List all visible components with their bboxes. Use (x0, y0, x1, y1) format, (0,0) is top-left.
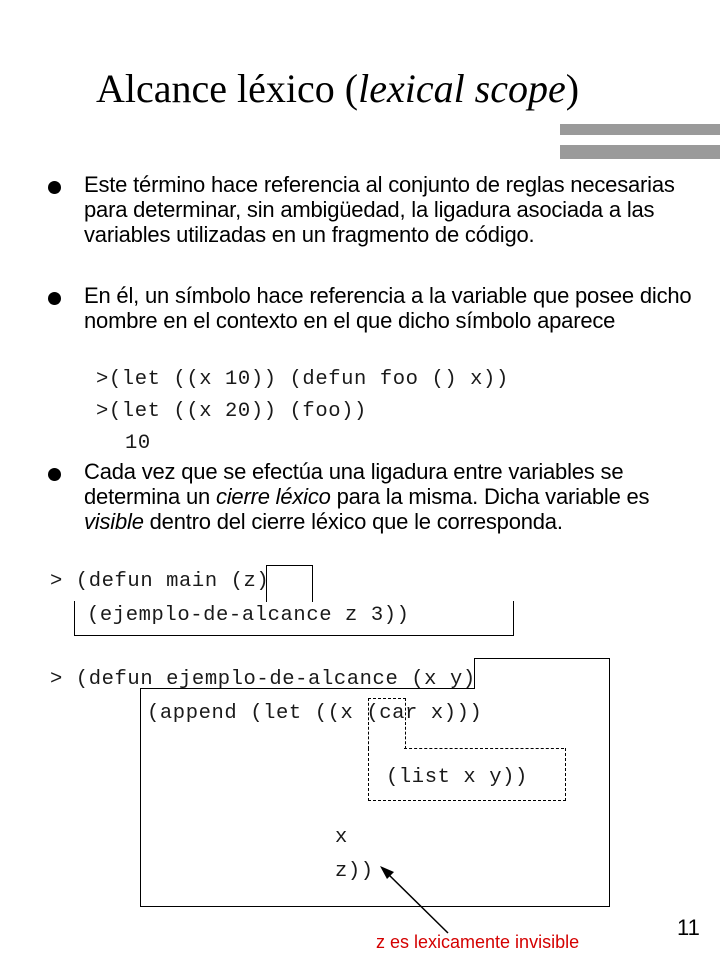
code-line: x (335, 826, 348, 849)
code-line: (ejemplo-de-alcance z 3)) (87, 604, 410, 627)
text-run: Cada vez que se efectúa una ligadura entre variables se determina un (84, 459, 624, 509)
code-line: >(let ((x 10)) (defun foo () x)) (96, 368, 509, 391)
code-line: >(let ((x 20)) (foo)) (96, 400, 367, 423)
code-line: > (defun main (z) (50, 570, 270, 593)
code-line: (append (let ((x (car x))) (147, 702, 483, 725)
code-line: > (defun ejemplo-de-alcance (x y) (50, 668, 476, 691)
page-number: 11 (677, 915, 700, 940)
code-line: (list x y)) (386, 766, 528, 789)
text-run: dentro del cierre léxico que le corresponda. (143, 509, 563, 534)
code-output: 10 (125, 432, 151, 455)
text-run: para la misma. Dicha variable es (330, 484, 650, 509)
code-line: z)) (335, 860, 374, 883)
annotation-text: z es lexicamente invisible (376, 932, 580, 952)
emphasis-text: cierre léxico (215, 484, 331, 509)
emphasis-text: visible (84, 509, 144, 534)
title-italic: lexical scope (358, 66, 566, 111)
bullet-text-1: Este término hace referencia al conjunto de reglas necesarias para determinar, sin ambigüedad, la ligadura asociada a las variables utilizadas en un fragmento de código. (84, 172, 675, 247)
title-main: Alcance léxico ( (96, 66, 359, 111)
title-close: ) (565, 66, 580, 111)
bullet-text-2: En él, un símbolo hace referencia a la variable que posee dicho nombre en el contexto en el que dicho símbolo aparece (84, 283, 692, 333)
